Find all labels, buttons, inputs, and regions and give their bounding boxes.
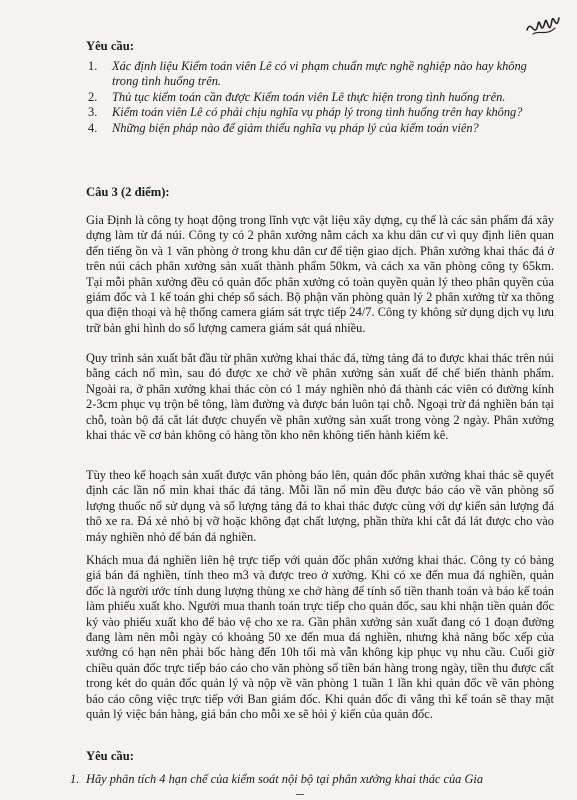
paragraph-blasting-plan: Tùy theo kế hoạch sản xuất được văn phòng báo lên, quản đốc phân xưởng khai thác sẽ quyết định các lần nổ mìn khai thác đá tảng. Mỗi lần nổ mìn đều được báo cáo về văn phòng số lượng thuốc nổ sử dụng và số lượng tảng đá to khai thác được cùng với dự kiến sản lượng đá thô xe ra. Đá xẻ nhỏ bị vỡ hoặc không đạt chất lượng, phần thừa khi cắt đá lát được cho vào máy nghiền nhỏ để bán đá nghiền. [86,468,554,544]
requirements-list [88,59,543,136]
list-item: 2. Thủ tục kiểm toán cần được Kiểm toán viên Lê thực hiện trong tình huống trên. [88,89,506,104]
list-item: 3. Kiểm toán viên Lê có phải chịu nghĩa vụ pháp lý trong tình huống trên hay không? [88,105,523,120]
question-3-heading: Câu 3 (2 điểm): [86,185,170,199]
requirements-heading: Yêu cầu: [86,39,134,53]
paragraph-sales-process: Khách mua đá nghiền liên hệ trực tiếp với quản đốc phân xưởng khai thác. Công ty có bảng giá bán đá nghiền, tính theo m3 và được treo ở xưởng. Khi có xe đến mua đá nghiền, quản đốc là người ước tính dung lượng thùng xe chở hàng để tính số tiền thanh toán và báo kế toán làm phiếu xuất kho. Người mua thanh toán trực tiếp cho quản đốc, sau khi nhận tiền quản đốc ký vào phiếu xuất kho để bảo vệ cho xe ra. Gần phân xưởng sản xuất đang có 1 đoạn đường đang làm nên mỗi ngày có khoảng 50 xe đến mua đá nghiền, nhưng khả năng bốc xếp của xưởng có hạn nên phải bốc hàng đến 10h tối mà vẫn không kịp phục vụ nhu cầu. Cuối giờ chiều quản đốc trực tiếp báo cáo cho văn phòng số tiền bán hàng trong ngày, tiền thu được cất trong két do quản đốc quản lý và nộp về văn phòng 1 tuần 1 lần khi quản đốc về văn phòng báo cáo công việc trực tiếp với Ban giám đốc. Khi quản đốc đi vắng thì kế toán sẽ thay mặt quản lý việc bán hàng, giá bán cho mỗi xe sẽ hỏi ý kiến của quản đốc. [86,553,554,722]
list-item-text: Những biện pháp nào để giảm thiểu nghĩa vụ pháp lý của kiểm toán viên? [112,120,479,135]
question-3-requirements-list [70,772,555,787]
list-item-text: Thủ tục kiểm toán cần được Kiểm toán viên Lê thực hiện trong tình huống trên. [112,89,506,104]
question-3-requirements-heading: Yêu cầu: [86,749,134,763]
paragraph-production-process: Quy trình sản xuất bắt đầu từ phân xưởng khai thác đá, từng tảng đá to được khai thác trên núi bằng cách nổ mìn, sau đó được xe chở về phân xưởng sản xuất để chế biến thành phẩm. Ngoài ra, ở phân xưởng khai thác còn có 1 máy nghiền nhỏ đá thành các viên có đường kính 2-3cm phục vụ trộn bê tông, làm đường và được bán luôn tại chỗ. Ngoại trừ đá nghiền bán tại chỗ, toàn bộ đá cắt lát được chuyển về phân xưởng sản xuất trong vòng 2 ngày. Phân xưởng khai thác về cơ bản không có hàng tồn kho nên không tiến hành kiểm kê. [86,351,554,443]
list-item: 4. Những biện pháp nào để giảm thiểu nghĩa vụ pháp lý của kiểm toán viên? [88,120,479,135]
page-number-mark [296,794,304,798]
list-item: 1. Hãy phân tích 4 hạn chế của kiểm soát nội bộ tại phân xưởng khai thác của Gia [70,772,484,786]
list-item-text: Kiểm toán viên Lê có phải chịu nghĩa vụ pháp lý trong tình huống trên hay không? [112,105,523,120]
handwritten-signature [523,10,563,52]
list-item-text: Hãy phân tích 4 hạn chế của kiểm soát nội bộ tại phân xưởng khai thác của Gia [86,772,484,786]
list-item-text: Xác định liệu Kiểm toán viên Lê có vi phạm chuẩn mực nghề nghiệp nào hay không trong tình huống trên. [112,59,527,89]
paragraph-company-intro: Gia Định là công ty hoạt động trong lĩnh vực vật liệu xây dựng, cụ thể là các sản phẩm đá xây dựng làm từ đá núi. Công ty có 2 phân xưởng nằm cách xa khu dân cư vì quy định liên quan đến tiếng ồn và 1 văn phòng ở trong khu dân cư để tiện giao dịch. Phân xưởng khai thác đá ở trên núi cách phân xưởng sản xuất thành phẩm 50km, và cách xa văn phòng công ty 65km. Tại mỗi phân xưởng đều có quản đốc phân xưởng có toàn quyền quản lý theo phân quyền của giám đốc và 1 kế toán ghi chép sổ sách. Bộ phận văn phòng quản lý 2 phân xưởng từ xa thông qua điện thoại và hệ thống camera giám sát trực tiếp 24/7. Công ty không sử dụng dịch vụ lưu trữ bản ghi hình do số lượng camera giám sát quá nhiều. [86,213,554,335]
list-item: 1. Xác định liệu Kiểm toán viên Lê có vi phạm chuẩn mực nghề nghiệp nào hay không trong tình huống trên. [88,59,527,89]
